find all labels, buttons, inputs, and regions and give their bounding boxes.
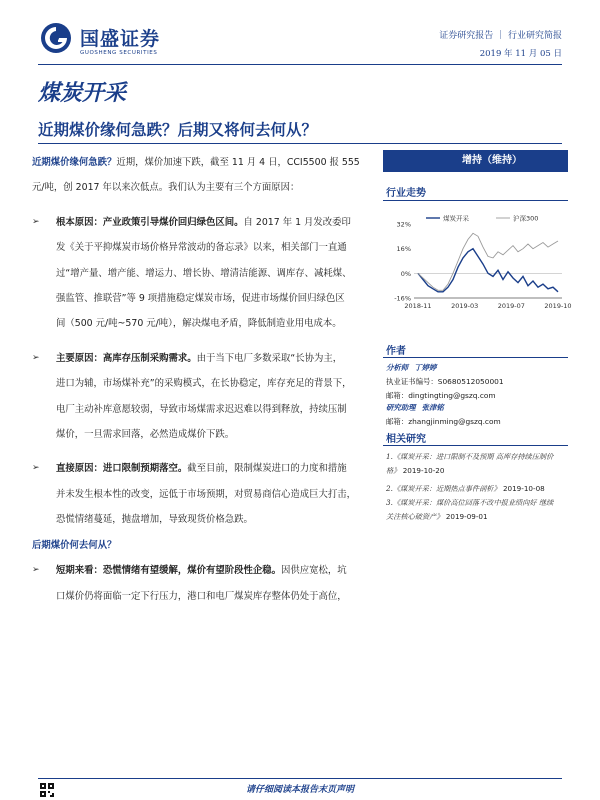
bullet-arrow-icon: ➢ [32,352,40,363]
bullet-arrow-icon: ➢ [32,216,40,227]
reason-main: ➢ 主要原因：高库存压制采购需求。由于当下电厂多数采取“长协为主， 进口为辅，市场煤补充”的采购模式，在长协稳定，库存充足的背景下， 电厂主动补库意愿较弱，导致市场煤需求迟迟难以得到释放，持续压制 煤价，一旦需求回落，必然造成煤价下跌。 [32,346,364,448]
main-column [32,150,364,609]
analyst-line: 分析师 丁婷婷 [386,363,437,372]
intro-line-1: 近期煤价缘何急跌？近期，煤价加速下跌，截至 11 月 4 日，CCI5500 报 555 [32,157,360,168]
rating-badge: 增持（维持） [383,150,568,172]
related-item[interactable]: 3.《煤炭开采：煤价高位回落不改中报业绩向好 继续 关注核心破资产》 2019-09-01 [386,498,554,521]
assistant-email[interactable]: zhangjinming@gszq.com [408,417,501,426]
doc-title: 近期煤价缘何急跌？后期又将何去何从？ [38,120,318,139]
related-item[interactable]: 2.《煤炭开采：近期热点事件剖析》 2019-10-08 [386,484,545,493]
y-tick-label: -16% [394,294,411,303]
question-2-label: 后期煤价何去何从？ [32,539,117,551]
authors-divider [383,357,568,358]
assistant-line: 研究助理 张津铭 [386,403,444,412]
license-number: S0680512050001 [437,377,504,386]
legend-label: 煤炭开采 [443,214,469,223]
x-tick-label: 2019-03 [451,302,479,310]
x-tick-label: 2018-11 [404,302,432,310]
x-tick-label: 2019-07 [497,302,525,310]
trend-title: 行业走势 [386,188,426,199]
bullet-arrow-icon: ➢ [32,565,40,576]
authors-title: 作者 [386,346,406,357]
brand-name-en: GUOSHENG SECURITIES [80,50,158,56]
y-tick-label: 0% [400,269,411,278]
intro-line-2: 元/吨，创 2017 年以来次低点。我们认为主要有三个方面原因： [32,182,300,194]
bullet-arrow-icon: ➢ [32,463,40,474]
title-divider [38,143,562,144]
related-divider [383,445,568,446]
logo-mark-icon [40,22,72,54]
industry-trend-chart [386,212,572,320]
assistant-email-line: 邮箱：zhangjinming@gszq.com [386,417,501,426]
reason-direct: ➢ 直接原因：进口限制预期落空。截至目前，限制煤炭进口的力度和措施 并未发生根本性的改变，远低于市场预期，对贸易商信心造成巨大打击， 恐慌情绪蔓延，抛盘增加，导致现货价格急跌。 [32,456,364,532]
section-title: 煤炭开采 [38,80,127,106]
related-date: 2019-10-08 [502,484,545,493]
analyst-email[interactable]: dingtingting@gszq.com [408,391,496,400]
report-date: 2019 年 11 月 05 日 [479,49,562,59]
footer-disclaimer: 请仔细阅读本报告末页声明 [245,785,354,795]
license-line: 执业证书编号：S0680512050001 [386,377,504,386]
related-date: 2019-10-20 [402,466,445,475]
reason-fundamental: ➢ 根本原因：产业政策引导煤价回归绿色区间。自 2017 年 1 月发改委印 发《关于平抑煤炭市场价格异常波动的备忘录》以来，相关部门一直通 过“增产量、增产能、增运力、增长协、增清洁能源、调库存、减耗煤、 强监管、推联营”等 9 项措施稳定煤炭市场，促进市场煤价回归绿色区 间（500 元/吨~570 元/吨），解决煤电矛盾，降低制造业用电成本。 [32,210,364,337]
series-line-hs300 [418,233,558,290]
report-type: 证券研究报告 ｜ 行业研究简报 [439,31,562,41]
trend-divider [383,200,568,201]
outlook-short-term: ➢ 短期来看：恐慌情绪有望缓解，煤价有望阶段性企稳。因供应宽松，坑 口煤价仍将面临一定下行压力，港口和电厂煤炭库存整体仍处于高位， [32,558,364,609]
footer-divider [38,778,562,779]
related-item[interactable]: 1.《煤炭开采：进口限制不及预期 高库存持续压制价 格》 2019-10-20 [386,452,554,475]
y-tick-label: 16% [396,245,411,254]
x-tick-label: 2019-10 [544,302,572,310]
analyst-email-line: 邮箱：dingtingting@gszq.com [386,391,496,400]
series-line-coal [418,249,558,292]
legend-label: 沪深300 [513,214,539,223]
question-1-label: 近期煤价缘何急跌？ [32,157,117,168]
assistant-name: 张津铭 [421,403,444,412]
y-tick-label: 32% [396,220,411,229]
related-date: 2019-09-01 [445,512,488,521]
header-divider [38,64,562,65]
brand-name: 国盛证券 [80,28,161,50]
company-logo [40,22,190,60]
analyst-name: 丁婷婷 [414,363,437,372]
related-title: 相关研究 [386,434,426,445]
